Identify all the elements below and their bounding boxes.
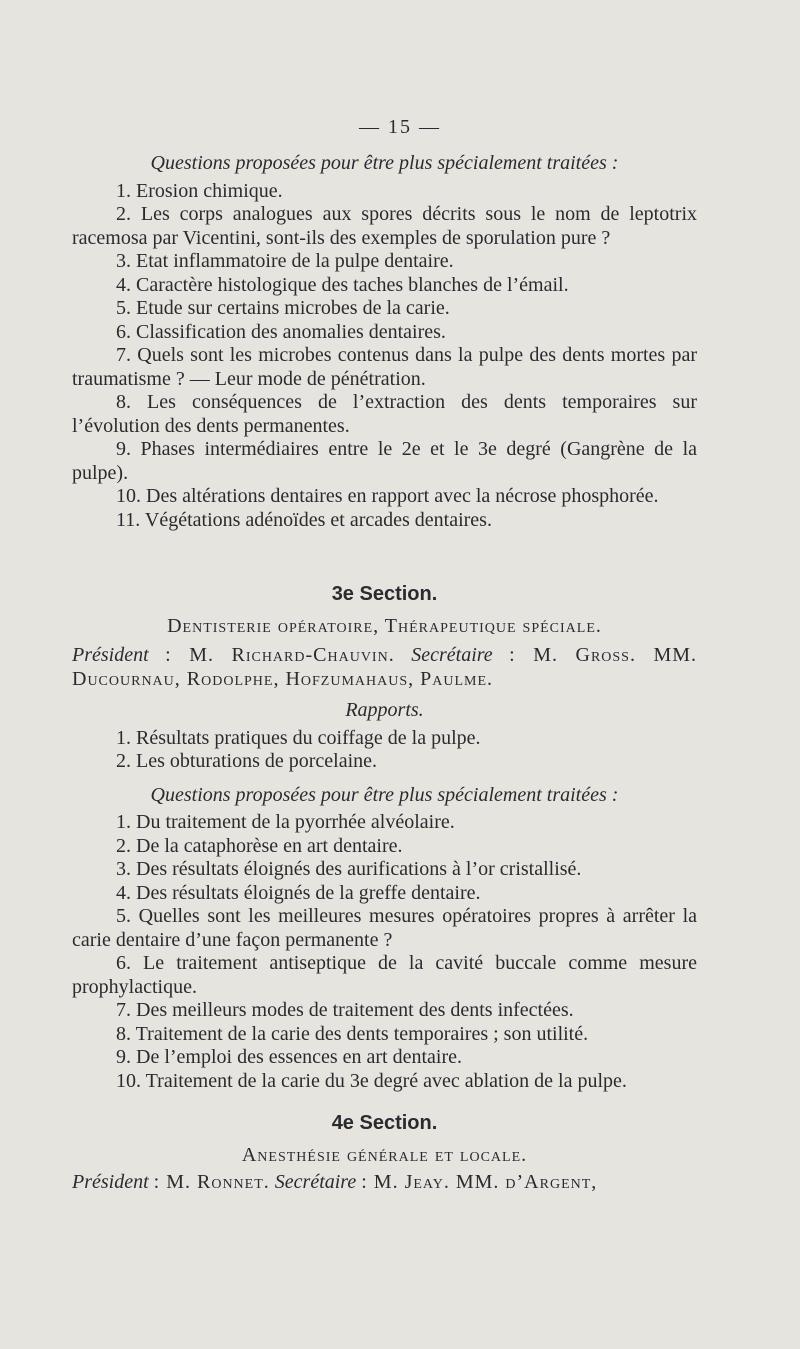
list-item: 4. Des résultats éloignés de la greffe dentaire. xyxy=(116,881,481,904)
questions-heading: Questions proposées pour être plus spécialement traitées : xyxy=(150,152,619,174)
section-title: 3e Section. xyxy=(331,583,438,605)
list-item: 3. Des résultats éloignés des aurifications à l’or cristallisé. xyxy=(116,858,582,880)
page-number: — 15 — xyxy=(359,116,441,138)
list-item: 11. Végétations adénoïdes et arcades dentaires. xyxy=(116,508,492,531)
list-item: 10. Des altérations dentaires en rapport avec la nécrose phosphorée. xyxy=(116,485,659,507)
list-item: 8. Traitement de la carie des dents temporaires ; son utilité. xyxy=(116,1022,589,1045)
section-subtitle: Anesthésie générale et locale. xyxy=(241,1143,528,1166)
president-text: : M. Ronnet. xyxy=(153,1171,270,1193)
list-item: 9. Phases intermédiaires entre le 2e et le 3e degré (Gangrène de la pulpe). xyxy=(72,438,697,484)
list-item: 10. Traitement de la carie du 3e degré avec ablation de la pulpe. xyxy=(116,1069,627,1092)
section-2-questions xyxy=(72,152,697,532)
officers xyxy=(72,1171,697,1195)
questions-heading: Questions proposées pour être plus spécialement traitées : xyxy=(150,783,619,806)
list-item: 2. Les obturations de porcelaine. xyxy=(116,750,378,772)
list-item: 6. Le traitement antiseptique de la cavité buccale comme mesure prophylactique. xyxy=(72,952,697,998)
list-item: 1. Erosion chimique. xyxy=(116,179,283,202)
president-label: Président xyxy=(72,1171,149,1193)
list-item: 3. Etat inflammatoire de la pulpe dentaire. xyxy=(116,250,454,272)
list-item: 2. Les corps analogues aux spores décrits sous le nom de leptotrix racemosa par Vicentini, sont-ils des exemples de sporulation pure ? xyxy=(72,203,697,249)
list-item: 5. Etude sur certains microbes de la carie. xyxy=(116,297,450,319)
officers xyxy=(72,644,697,691)
list-item: 2. De la cataphorèse en art dentaire. xyxy=(116,834,403,857)
list-item: 6. Classification des anomalies dentaires. xyxy=(116,320,446,343)
secretaire-label: Secrétaire xyxy=(274,1171,357,1193)
list-item: 7. Quels sont les microbes contenus dans la pulpe des dents mortes par traumatisme ? — Leur mode de pénétration. xyxy=(72,344,697,390)
president-label: Président xyxy=(72,644,149,666)
secretaire-text: : M. Gross. MM. Ducournau, Rodolphe, Hofzumahaus, Paulme. xyxy=(72,644,698,690)
list-item: 1. Du traitement de la pyorrhée alvéolaire. xyxy=(116,811,455,833)
section-title: 4e Section. xyxy=(331,1112,438,1134)
list-item: 1. Résultats pratiques du coiffage de la pulpe. xyxy=(116,726,481,749)
list-item: 9. De l’emploi des essences en art dentaire. xyxy=(116,1046,462,1068)
section-subtitle: Dentisterie opératoire, Thérapeutique spéciale. xyxy=(167,614,602,637)
section-4 xyxy=(72,1112,697,1195)
secretaire-text: : M. Jeay. MM. d’Argent, xyxy=(361,1171,598,1193)
list-item: 5. Quelles sont les meilleures mesures opératoires propres à arrêter la carie dentaire d’une façon permanente ? xyxy=(72,905,697,951)
section-3 xyxy=(72,583,697,1093)
secretaire-label: Secrétaire xyxy=(411,644,493,666)
list-item: 4. Caractère histologique des taches blanches de l’émail. xyxy=(116,273,569,296)
rapports-heading: Rapports. xyxy=(345,699,424,721)
list-item: 7. Des meilleurs modes de traitement des dents infectées. xyxy=(116,999,574,1021)
list-item: 8. Les conséquences de l’extraction des dents temporaires sur l’évolution des dents permanentes. xyxy=(72,391,697,437)
president-text: : M. Richard-Chauvin. xyxy=(165,644,395,666)
